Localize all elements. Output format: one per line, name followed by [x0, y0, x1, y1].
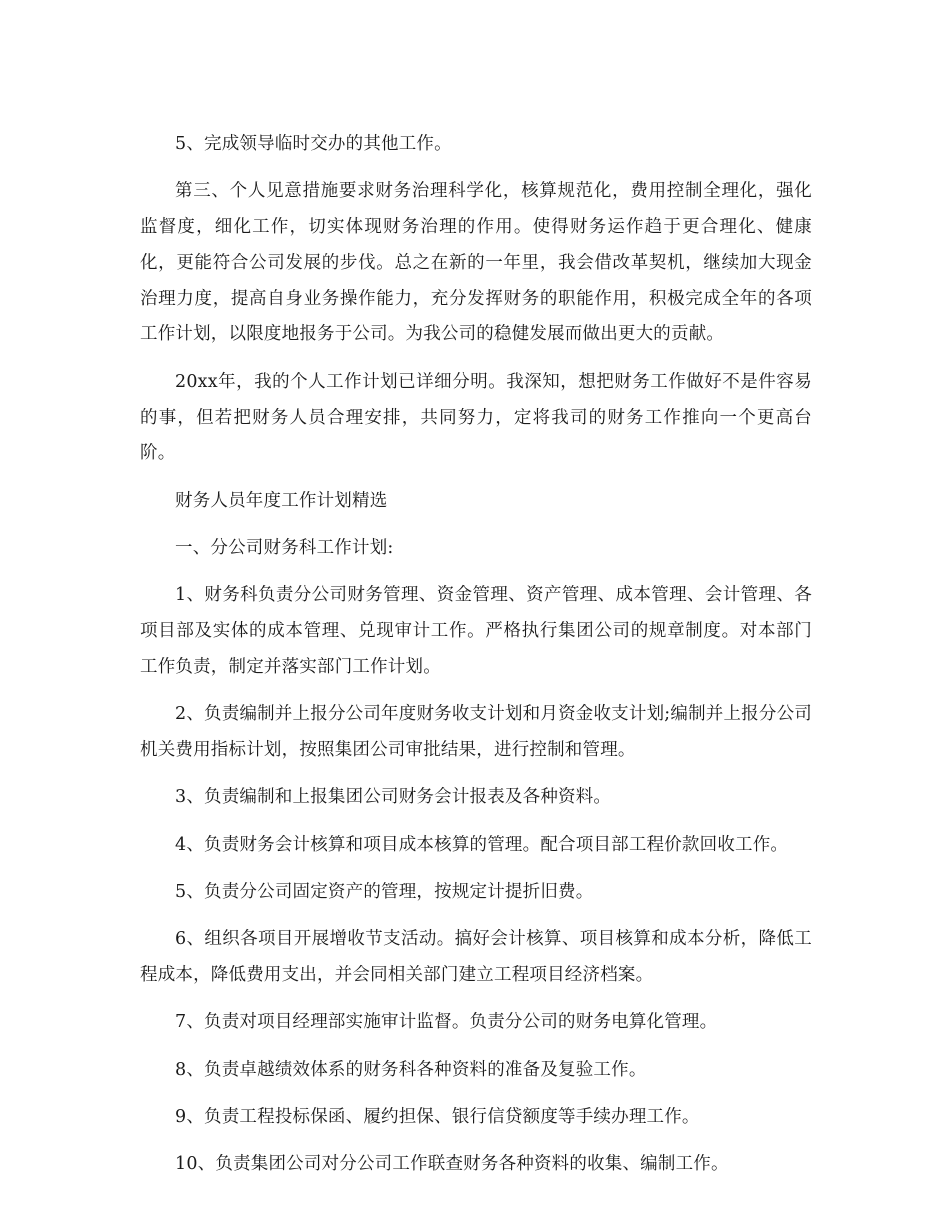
list-item: 2、负责编制并上报分公司年度财务收支计划和月资金收支计划;编制并上报分公司机关费用指标计划，按照集团公司审批结果，进行控制和管理。 [140, 704, 812, 760]
paragraph-summary: 20xx年，我的个人工作计划已详细分明。我深知，想把财务工作做好不是件容易的事，但若把财务人员合理安排，共同努力，定将我司的财务工作推向一个更高台阶。 [140, 371, 812, 464]
list-item: 8、负责卓越绩效体系的财务科各种资料的准备及复验工作。 [175, 1059, 647, 1080]
paragraph-section-three: 第三、个人见意措施要求财务治理科学化，核算规范化，费用控制全理化，强化监督度，细化工作，切实体现财务治理的作用。使得财务运作趋于更合理化、健康化，更能符合公司发展的步伐。总之在新的一年里，我会借改革契机，继续加大现金治理力度，提高自身业务操作能力，充分发挥财务的职能作用，积极完成全年的各项工作计划，以限度地报务于公司。为我公司的稳健发展而做出更大的贡献。 [140, 181, 812, 345]
list-item: 7、负责对项目经理部实施审计监督。负责分公司的财务电算化管理。 [175, 1012, 718, 1033]
document-body [140, 127, 812, 1194]
list-item: 1、财务科负责分公司财务管理、资金管理、资产管理、成本管理、会计管理、各项目部及实体的成本管理、兑现审计工作。严格执行集团公司的规章制度。对本部门工作负责，制定并落实部门工作计划。 [140, 585, 812, 677]
list-item: 10、负责集团公司对分公司工作联查财务各种资料的收集、编制工作。 [175, 1154, 729, 1175]
list-item: 5、负责分公司固定资产的管理，按规定计提折旧费。 [175, 881, 594, 902]
section-heading: 财务人员年度工作计划精选 [175, 490, 388, 511]
list-item: 9、负责工程投标保函、履约担保、银行信贷额度等手续办理工作。 [175, 1106, 700, 1127]
paragraph-item-5: 5、完成领导临时交办的其他工作。 [175, 134, 452, 154]
subsection-heading: 一、分公司财务科工作计划: [175, 537, 394, 558]
list-item: 4、负责财务会计核算和项目成本核算的管理。配合项目部工程价款回收工作。 [175, 834, 789, 855]
list-item: 3、负责编制和上报集团公司财务会计报表及各种资料。 [175, 787, 612, 808]
list-item: 6、组织各项目开展增收节支活动。搞好会计核算、项目核算和成本分析，降低工程成本，降低费用支出，并会同相关部门建立工程项目经济档案。 [140, 929, 812, 985]
